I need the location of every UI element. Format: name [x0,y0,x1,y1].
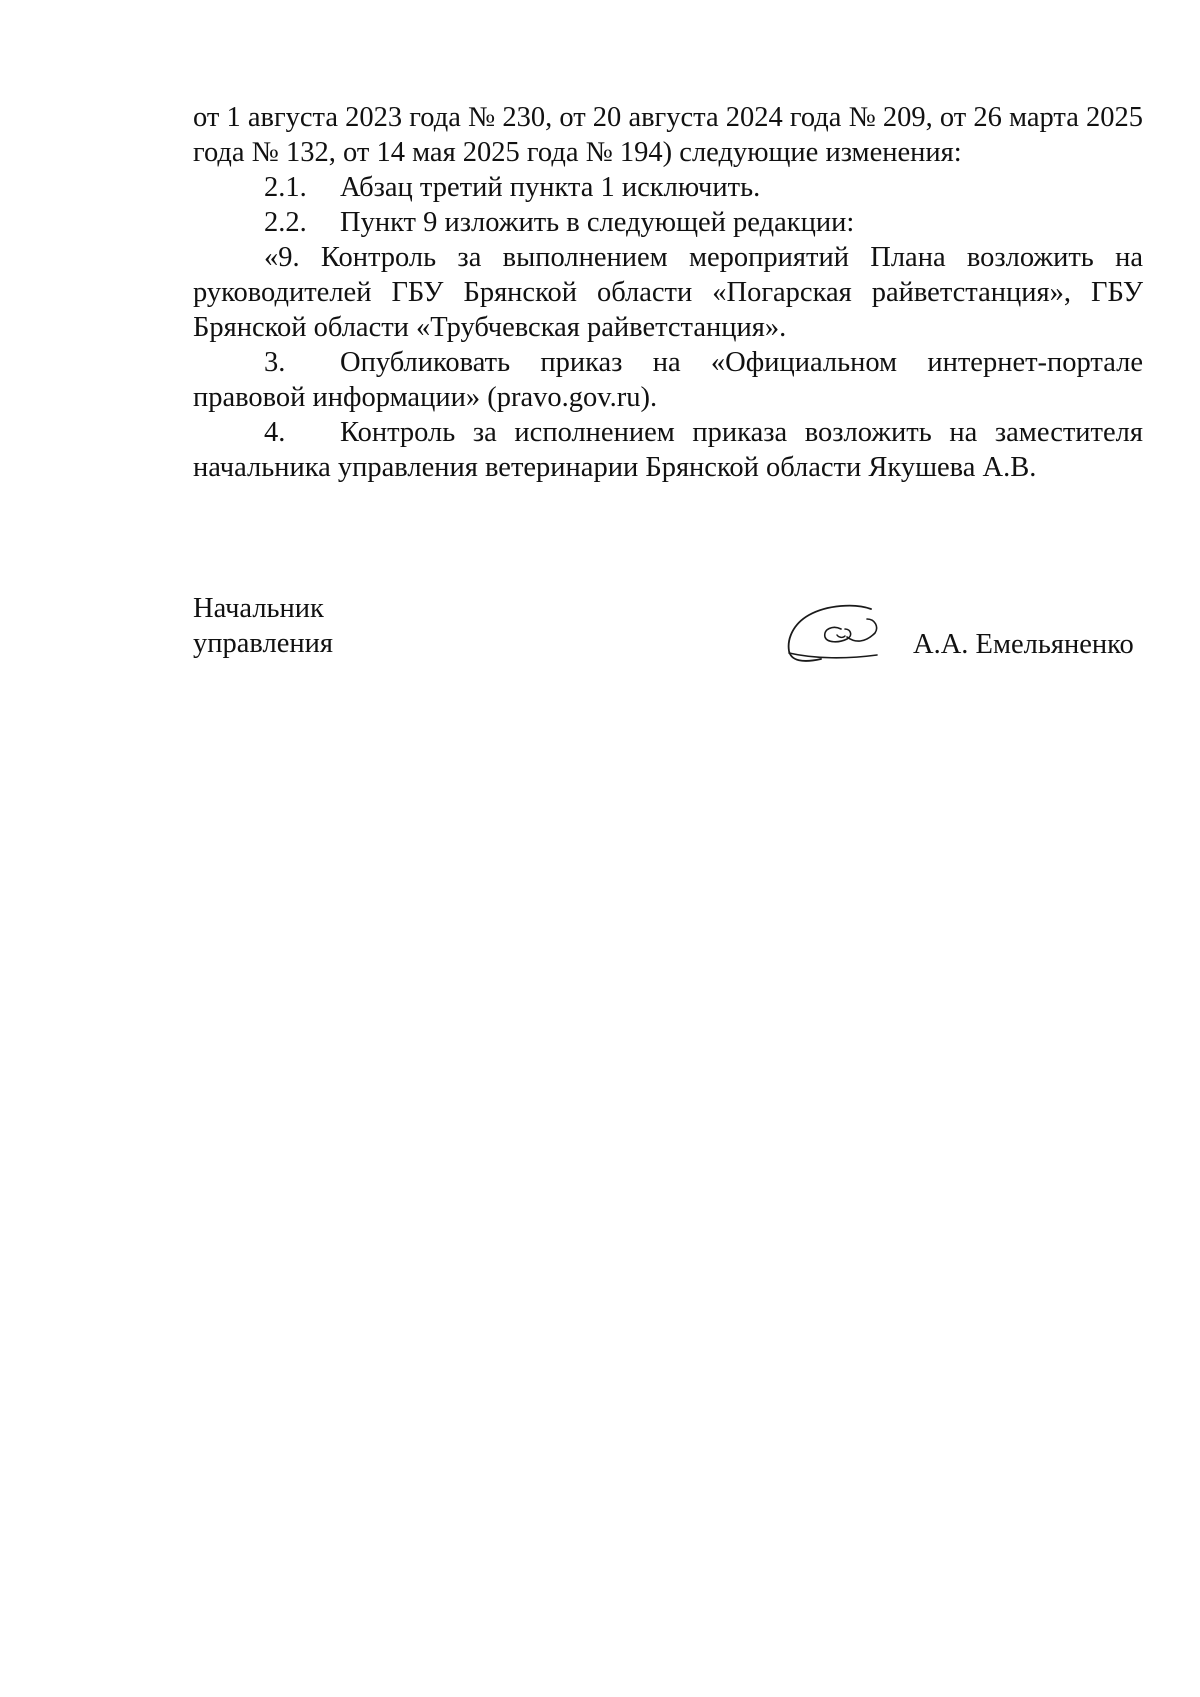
paragraph-number: 2.2. [264,207,307,238]
paragraph-text: от 1 августа 2023 года № 230, от 20 августа 2024 года № 209, от 26 марта 2025 года № 132, от 14 мая 2025 года № 194) следующие изменения: [193,102,1143,168]
paragraph-text: Контроль за исполнением приказа возложить на заместителя начальника управления ветеринарии Брянской области Якушева А.В. [193,417,1143,483]
paragraph-amendments-intro [193,100,1143,170]
paragraph-2-2 [193,205,1143,240]
handwritten-signature-icon [785,601,885,667]
signer-position-line: управления [193,628,333,659]
paragraph-3 [193,345,1143,415]
signer-name: А.А. Емельяненко [913,629,1134,660]
signer-position-line: Начальник [193,593,324,624]
document-body [193,100,1143,485]
paragraph-text: Опубликовать приказ на «Официальном интернет-портале правовой информации» (pravo.gov.ru). [193,347,1143,413]
paragraph-item-9-quote [193,240,1143,345]
paragraph-4 [193,415,1143,485]
paragraph-number: 3. [264,347,286,378]
paragraph-2-1 [193,170,1143,205]
paragraph-number: 4. [264,417,286,448]
paragraph-text: Пункт 9 изложить в следующей редакции: [340,207,855,238]
signature-block [193,591,1143,691]
paragraph-text: Абзац третий пункта 1 исключить. [340,172,761,203]
signer-position [193,591,333,661]
paragraph-text: «9. Контроль за выполнением мероприятий Плана возложить на руководителей ГБУ Брянской области «Погарская райветстанция», ГБУ Брянской области «Трубчевская райветстанция». [193,242,1143,343]
paragraph-number: 2.1. [264,172,307,203]
